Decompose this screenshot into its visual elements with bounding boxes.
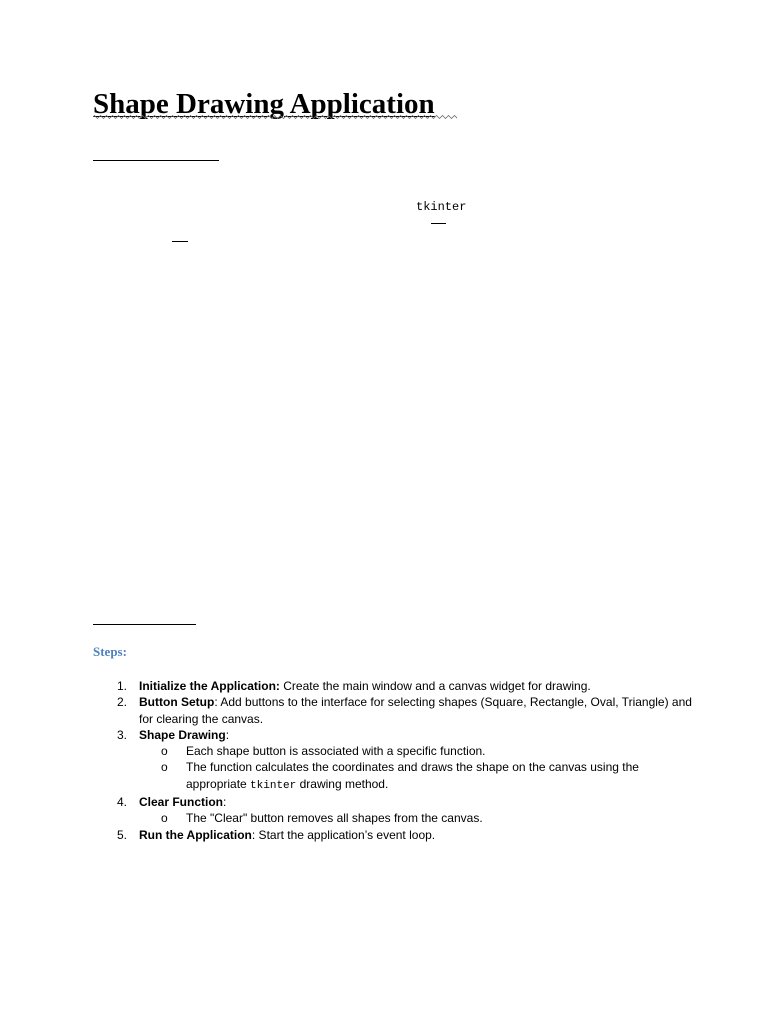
step-item	[93, 794, 693, 827]
sub-item	[139, 810, 693, 826]
step-text: : Start the application’s event loop.	[251, 827, 436, 842]
page-title: Shape Drawing Application	[93, 88, 435, 120]
underscore-mark	[172, 241, 188, 242]
step-text: : Add buttons to the interface for selecting shapes (Square, Rectangle, Oval, Triangle) and for clearing the canvas.	[139, 695, 692, 726]
sub-item	[139, 759, 693, 794]
sub-item-text: The function calculates the coordinates and draws the shape on the canvas using the appropriate	[186, 760, 639, 791]
sub-item-text: The "Clear" button removes all shapes from the canvas.	[186, 811, 483, 826]
spellcheck-squiggle	[93, 115, 457, 119]
step-number: 4.	[117, 795, 128, 810]
step-item	[93, 678, 693, 694]
step-title: Clear Function	[139, 795, 224, 810]
sub-item	[139, 743, 693, 759]
step-number: 3.	[117, 727, 128, 742]
sub-item-text: drawing method.	[296, 776, 389, 791]
step-text: Create the main window and a canvas widget for drawing.	[279, 679, 591, 693]
inline-code: tkinter	[250, 779, 297, 792]
step-title: Shape Drawing	[139, 727, 226, 742]
section-rule	[93, 624, 196, 625]
step-number: 5.	[117, 827, 128, 842]
step-number: 2.	[117, 695, 128, 710]
step-number: 1.	[117, 679, 128, 693]
step-text: :	[223, 795, 227, 810]
underscore-mark	[431, 223, 446, 224]
bullet-icon: o	[161, 744, 168, 759]
bullet-icon: o	[161, 811, 168, 826]
sub-item-text: Each shape button is associated with a specific function.	[186, 744, 486, 759]
section-rule	[93, 160, 219, 161]
sub-list	[139, 743, 693, 794]
step-item	[93, 727, 693, 794]
step-item	[93, 694, 693, 727]
bullet-icon: o	[161, 760, 168, 775]
sub-list	[139, 810, 693, 826]
step-title: Initialize the Application:	[139, 679, 280, 693]
steps-heading: Steps:	[93, 644, 127, 659]
step-text: :	[225, 727, 230, 742]
step-title: Run the Application	[139, 827, 252, 842]
step-item	[93, 827, 693, 843]
step-title: Button Setup	[139, 695, 215, 710]
steps-list	[93, 678, 693, 843]
code-fragment: tkinter	[416, 200, 467, 214]
